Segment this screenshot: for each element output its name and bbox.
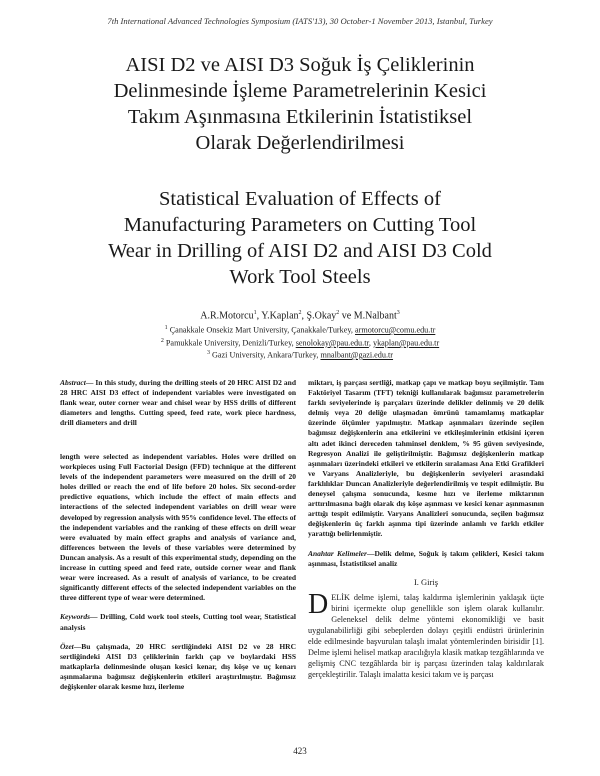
ozet-text: —Bu çalışmada, 20 HRC sertliğindeki AISI D2 ve 28 HRC sertliğindeki AISI D3 çeliklerinin farklı çap ve boylardaki HSS matkaplarla delinmesinde oluşan kesici kenar, dış köşe ve uç kenarı aşınmalarına bağımsız değişkenlerin etkileri araştırılmıştır. Bağımsız değişkenler olarak kesme hızı, ilerleme	[60, 641, 296, 691]
ozet-text-cont: miktarı, iş parçası sertliği, matkap çapı ve matkap boyu seçilmiştir. Tam Faktöriyel Tasarım (TFT) tekniği kullanılarak bağımsız parametrelerin farklı seviyelerinde iş parçaları üzerinde delikler delinmiş ve 20 delik delmiş veya 20 deliğe ulaşmadan ömrünü tamamlamış matkaplar üzerinde ölçümler yapılmıştır. Matkap aşınmaları üzerinde seçilen bağımsız değişkenlerin ana etkilerini ve etkileşimlerinin etkisini içeren altı adet ikinci dereceden tahminsel denklem, % 95 güven seviyesinde, Regresyon Analizi ile geliştirilmiştir. Bağımsız değişkenlerin matkap aşınmaları üzerindeki etkileri ve etkilerin sıralaması Ana Etki Grafikleri ve Varyans Analizleriyle, bu değişkenlerin seviyeleri arasındaki farklılıklar Duncan Analizleriyle değerlendirilmiş ve tespit edilmiştir. Bu deneysel çalışma sonucunda, kesme hızı ve ilerleme miktarının arttırılmasına bağlı olarak dış köşe aşınması ve kesici kenar aşınmasının arttığı tespit edilmiştir. Varyans Analizleri sonucunda, seçilen bağımsız değişkenlerin üç farklı aşınma tipi üzerinde anlamlı ve farklı etkiler yarattığı belirlenmiştir.	[308, 378, 544, 539]
email-link[interactable]: mnalbant@gazi.edu.tr	[320, 350, 394, 360]
ozet-label: Özet	[60, 641, 74, 651]
title-turkish	[60, 52, 540, 156]
keywords-label: Keywords	[60, 612, 90, 622]
affil-text: Gazi University, Ankara/Turkey,	[209, 350, 321, 360]
title-tr-line: AISI D2 ve AISI D3 Soğuk İş Çeliklerinin	[125, 54, 475, 76]
section-heading: I. Giriş	[413, 576, 439, 587]
author-affil-mark: 3	[396, 310, 400, 316]
page-number: 423	[293, 746, 307, 756]
affil-number: 2	[160, 338, 164, 344]
intro-text: ELİK delme işlemi, talaş kaldırma işlemlerinin yaklaşık üçte birini içermekte olup genellikle son işlem olarak kullanılır. Geleneksel delik delme yöntemi ekonomikliği ve basit uygulanabilirliği gibi sebeplerden dolayı çeşitli endüstri ürünlerinin elde edilmesinde başvurulan talaşlı imalat yöntemlerinden birisidir [1]. Delme işlemi helisel matkap aracılığıyla klasik matkap tezgâhlarında ve gelişmiş CNC tezgâhlarda bir iş parçası üzerinden talaş kaldırılarak gerçekleştirilir. Talaşlı imalatta kesici takım ve iş parçası	[308, 592, 544, 680]
abstract-text: — In this study, during the drilling steels of 20 HRC AISI D2 and 28 HRC AISI D3 effect of independent variables were investigated on flank wear, outer corner wear and chisel wear by HSS drills of different diameters and lengths. Cutting speed, feed rate, work piece hardness, drill diameters and drill	[60, 378, 296, 428]
affil-number: 1	[164, 325, 168, 331]
author-name: , Y.Kaplan	[256, 310, 299, 322]
keywords-text: — Drilling, Cold work tool steels, Cutting tool wear, Statistical analysis	[60, 612, 296, 632]
email-link[interactable]: armotorcu@comu.edu.tr	[355, 325, 436, 335]
author-name: A.R.Motorcu	[200, 310, 254, 322]
affil-text: Pamukkale University, Denizli/Turkey,	[163, 338, 296, 348]
title-en-line: Work Tool Steels	[229, 266, 371, 288]
title-en-line: Statistical Evaluation of Effects of	[159, 188, 441, 210]
title-en-line: Wear in Drilling of AISI D2 and AISI D3 Cold	[108, 240, 492, 262]
abstract-part-1	[60, 378, 296, 428]
affiliation-3	[0, 350, 600, 360]
affiliation-1	[0, 325, 600, 335]
title-tr-line: Takım Aşınmasına Etkilerinin İstatistiksel	[127, 106, 473, 128]
affil-text: Çanakkale Onsekiz Mart University, Çanakkale/Turkey,	[167, 325, 356, 335]
affiliation-2: $^2$ Pamukkale University, Denizli/Turkey, senolokay@pau.edu.tr, ykaplan@pau.edu.tr	[160, 338, 440, 348]
anahtar-label: Anahtar Kelimeler	[308, 548, 367, 558]
abstract-text-cont: length were selected as independent variables. Holes were drilled on workpieces using Full Factorial Design (FFD) technique at the different levels of the independent parameters were measured on the drill of 20 holes drilled or reach the end of life before 20 holes. Six second-order predictive equations, which include the effect of main effects and interactions of the selected independent variables on drill wear were developed by regression analysis with 95% confidence level. The effects of the independent variables and the ranking of these effects on drill wear were evaluated by main effect graphs and analysis of variance and, differences between the levels of these variables were determined by Duncan analysis. As a result of this experimental study, depending on the increase in cutting speed and feed rate, outside corner wear and flank wear were increased. As a result of analysis of variance, to be created significantly different effects of the selected independent variables on the three different type of wear were determined.	[60, 452, 296, 603]
affil-number: 3	[206, 350, 210, 356]
author-affil-mark: 2	[298, 310, 302, 316]
right-column	[308, 378, 544, 681]
email-link[interactable]: ykaplan@pau.edu.tr	[372, 338, 440, 348]
title-tr-line: Delinmesinde İşleme Parametrelerinin Kesici	[113, 80, 487, 102]
header-text: 7th International Advanced Technologies Symposium (IATS'13), 30 October-1 November 2013, Istanbul, Turkey	[107, 16, 493, 26]
author-name: ve M.Nalbant	[339, 310, 397, 322]
abstract-part-2	[60, 452, 296, 692]
anahtar-text: —Delik delme, Soğuk iş takım çelikleri, Kesici takım aşınması, İstatistiksel analiz	[308, 548, 544, 568]
title-en-line: Manufacturing Parameters on Cutting Tool	[123, 214, 477, 236]
running-header	[0, 16, 600, 26]
author-affil-mark: 1	[253, 310, 257, 316]
author-list	[0, 310, 600, 321]
author-name: , Ş.Okay	[301, 310, 337, 322]
title-english	[60, 186, 540, 290]
title-tr-line: Olarak Değerlendirilmesi	[195, 132, 405, 154]
abstract-label: Abstract	[60, 378, 86, 387]
email-link[interactable]: senolokay@pau.edu.tr	[295, 338, 369, 348]
author-affil-mark: 2	[336, 310, 340, 316]
drop-cap: D	[308, 588, 329, 620]
